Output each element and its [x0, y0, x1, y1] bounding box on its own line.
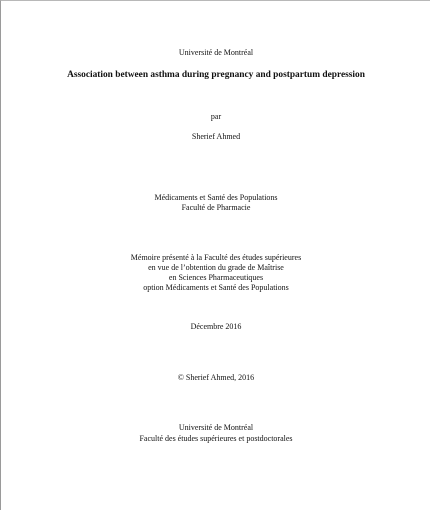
thesis-statement-line-1: Mémoire présenté à la Faculté des études supérieures — [130, 253, 302, 262]
department-line-1: Médicaments et Santé des Populations — [154, 193, 278, 202]
university-header: Université de Montréal — [178, 48, 254, 57]
thesis-title: Association between asthma during pregnancy and postpartum depression — [67, 70, 365, 80]
thesis-statement-line-2: en vue de l’obtention du grade de Maîtrise — [148, 263, 284, 272]
footer-line-1: Université de Montréal — [178, 423, 254, 432]
copyright-text: © Sherief Ahmed, 2016 — [177, 373, 255, 382]
footer-line-2: Faculté des études supérieures et postdoctorales — [139, 434, 293, 443]
thesis-statement-line-3: en Sciences Pharmaceutiques — [168, 273, 264, 282]
par-text: par — [210, 112, 222, 121]
thesis-statement-line-4: option Médicaments et Santé des Populations — [143, 283, 289, 292]
author-name: Sherief Ahmed — [191, 132, 241, 141]
department-line-2: Faculté de Pharmacie — [181, 203, 251, 212]
date-text: Décembre 2016 — [190, 322, 242, 331]
